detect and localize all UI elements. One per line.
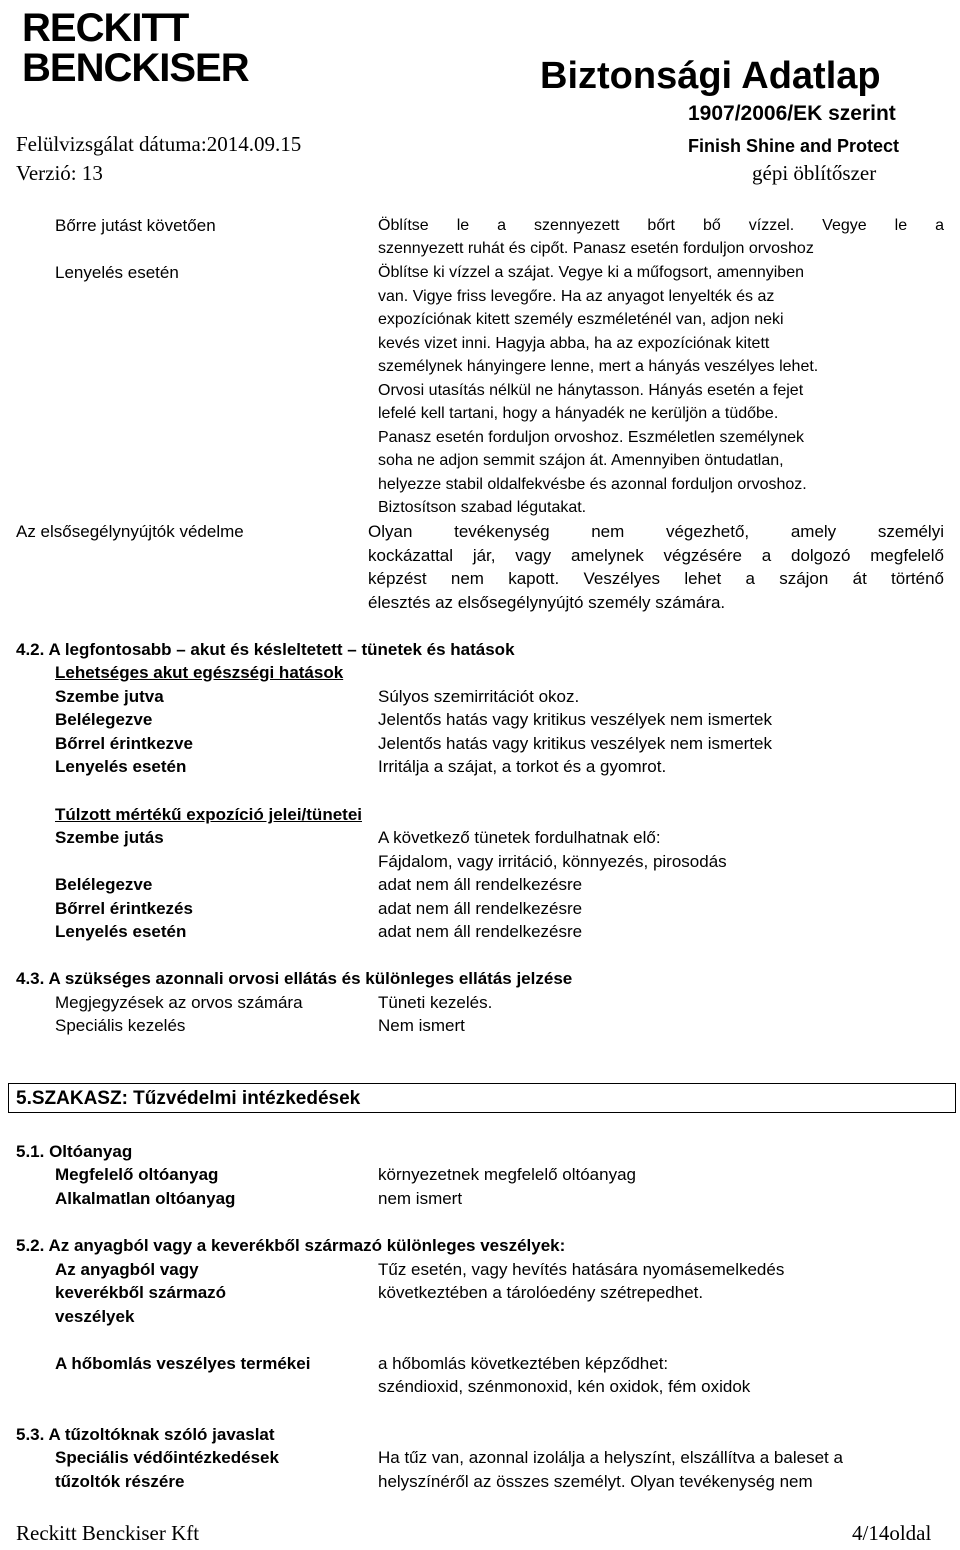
ingestion-line: expozíciónak kitett személy eszméleténél van, adjon neki bbox=[378, 311, 784, 328]
footer-company: Reckitt Benckiser Kft bbox=[16, 1521, 200, 1545]
overexposure-heading: Túlzott mértékű expozíció jelei/tünetei bbox=[55, 805, 362, 824]
s43-row-value: Nem ismert bbox=[378, 1016, 465, 1035]
over-row-value: adat nem áll rendelkezésre bbox=[378, 922, 583, 941]
product-name: Finish Shine and Protect bbox=[688, 136, 900, 156]
footer-page-number: 4/14oldal bbox=[852, 1521, 932, 1545]
ingestion-line: Panasz esetén forduljon orvoshoz. Eszméletlen személynek bbox=[378, 428, 804, 446]
decomposition-value-line: a hőbomlás következtében képződhet: bbox=[378, 1354, 669, 1373]
acute-row-label: Szembe jutva bbox=[55, 687, 164, 706]
ingestion-line: lefelé kell tartani, hogy a hányadék ne kerüljön a tüdőbe. bbox=[378, 405, 779, 422]
acute-row-label: Bőrrel érintkezve bbox=[55, 734, 193, 753]
first-aider-protection-text bbox=[368, 520, 944, 614]
s52-value-line: Tűz esetén, vagy hevítés hatására nyomásemelkedés bbox=[378, 1260, 785, 1279]
s43-row-value: Tüneti kezelés. bbox=[378, 993, 493, 1012]
acute-row-label: Belélegezve bbox=[55, 710, 153, 729]
section-5-1-heading: 5.1. Oltóanyag bbox=[16, 1142, 133, 1161]
s51-row-value: nem ismert bbox=[378, 1189, 463, 1208]
ingestion-line: kevés vizet inni. Hagyja abba, ha az expozíciónak kitett bbox=[378, 334, 770, 352]
s53-label-line: tűzoltók részére bbox=[55, 1472, 185, 1491]
protection-line: képzést nem kapott. Veszélyes lehet a szájon át történő bbox=[368, 569, 944, 588]
ingestion-line: van. Vigye friss levegőre. Ha az anyagot lenyelték és az bbox=[378, 287, 775, 305]
over-row-value: adat nem áll rendelkezésre bbox=[378, 899, 583, 918]
protection-line: Olyan tevékenység nem végezhető, amely személyi bbox=[368, 522, 944, 541]
s52-label-line: keverékből származó bbox=[55, 1283, 227, 1302]
over-eye-label: Szembe jutás bbox=[55, 828, 164, 847]
regulation: 1907/2006/EK szerint bbox=[688, 102, 896, 125]
s43-row-label: Megjegyzések az orvos számára bbox=[55, 993, 303, 1012]
acute-row-label: Lenyelés esetén bbox=[55, 757, 187, 776]
logo-benckiser: BENCKISER bbox=[22, 46, 249, 90]
acute-row-value: Irritálja a szájat, a torkot és a gyomrot. bbox=[378, 757, 667, 776]
s43-row-label: Speciális kezelés bbox=[55, 1016, 186, 1035]
s53-value-line: Ha tűz van, azonnal izolálja a helyszínt, elszállítva a baleset a bbox=[378, 1448, 843, 1467]
ingestion-text bbox=[378, 261, 818, 520]
s51-row-label: Megfelelő oltóanyag bbox=[55, 1165, 219, 1184]
s51-row-label: Alkalmatlan oltóanyag bbox=[55, 1189, 236, 1208]
doc-title: Biztonsági Adatlap bbox=[540, 55, 881, 97]
over-row-label: Belélegezve bbox=[55, 875, 153, 894]
ingestion-line: Biztosítson szabad légutakat. bbox=[378, 499, 587, 516]
section-5-2-heading: 5.2. Az anyagból vagy a keverékből származó különleges veszélyek: bbox=[16, 1236, 566, 1255]
ingestion-line: személynek hányingere lenne, mert a hányás veszélyes lehet. bbox=[378, 358, 819, 375]
section-5-title: 5.SZAKASZ: Tűzvédelmi intézkedések bbox=[16, 1088, 361, 1109]
s52-value-line: következtében a tárolóedény szétrepedhet. bbox=[378, 1283, 704, 1302]
logo-reckitt: RECKITT bbox=[22, 6, 189, 50]
s53-label-line: Speciális védőintézkedések bbox=[55, 1448, 279, 1467]
decomposition-label: A hőbomlás veszélyes termékei bbox=[55, 1354, 311, 1373]
s51-row-value: környezetnek megfelelő oltóanyag bbox=[378, 1165, 636, 1184]
ingestion-line: helyezze stabil oldalfekvésbe és azonnal forduljon orvoshoz. bbox=[378, 475, 807, 493]
skin-contact-line-2: szennyezett ruhát és cipőt. Panasz esetén forduljon orvoshoz bbox=[378, 240, 814, 257]
section-4-2-heading: 4.2. A legfontosabb – akut és késleltetett – tünetek és hatások bbox=[16, 640, 515, 659]
ingestion-label: Lenyelés esetén bbox=[55, 263, 179, 282]
acute-row-value: Jelentős hatás vagy kritikus veszélyek nem ismertek bbox=[378, 710, 772, 729]
acute-row-value: Súlyos szemirritációt okoz. bbox=[378, 687, 580, 706]
ingestion-line: Orvosi utasítás nélkül ne hánytasson. Hányás esetén a fejet bbox=[378, 381, 804, 399]
acute-row-value: Jelentős hatás vagy kritikus veszélyek nem ismertek bbox=[378, 734, 772, 753]
over-row-value: adat nem áll rendelkezésre bbox=[378, 875, 583, 894]
skin-contact-label: Bőrre jutást követően bbox=[55, 216, 216, 235]
over-row-label: Lenyelés esetén bbox=[55, 922, 187, 941]
acute-effects-heading: Lehetséges akut egészségi hatások bbox=[55, 663, 344, 682]
over-eye-value: A következő tünetek fordulhatnak elő: bbox=[378, 828, 661, 847]
s52-label-line: Az anyagból vagy bbox=[55, 1260, 199, 1279]
ingestion-line: Öblítse ki vízzel a szájat. Vegye ki a műfogsort, amennyiben bbox=[378, 264, 804, 281]
section-5-3-heading: 5.3. A tűzoltóknak szóló javaslat bbox=[16, 1425, 275, 1444]
protection-line: élesztés az elsősegélynyújtó személy számára. bbox=[368, 592, 726, 612]
product-type: gépi öblítőszer bbox=[752, 161, 877, 185]
first-aider-protection-label: Az elsősegélynyújtók védelme bbox=[16, 522, 244, 541]
s52-label-line: veszélyek bbox=[55, 1307, 135, 1326]
over-row-label: Bőrrel érintkezés bbox=[55, 899, 193, 918]
skin-contact-line-1: Öblítse le a szennyezett bőrt bő vízzel. Vegye le a bbox=[378, 217, 944, 234]
section-4-3-heading: 4.3. A szükséges azonnali orvosi ellátás és különleges ellátás jelzése bbox=[16, 969, 573, 988]
version: Verzió: 13 bbox=[16, 161, 103, 185]
over-eye-value: Fájdalom, vagy irritáció, könnyezés, pirosodás bbox=[378, 852, 727, 871]
ingestion-line: soha ne adjon semmit szájon át. Amennyiben öntudatlan, bbox=[378, 452, 784, 469]
s53-value-line: helyszínéről az összes személyt. Olyan tevékenység nem bbox=[378, 1472, 813, 1491]
decomposition-value-line: széndioxid, szénmonoxid, kén oxidok, fém oxidok bbox=[378, 1377, 751, 1396]
review-date: Felülvizsgálat dátuma:2014.09.15 bbox=[16, 132, 302, 156]
protection-line: kockázattal jár, vagy amelynek végzésére a dolgozó megfelelő bbox=[368, 545, 944, 565]
